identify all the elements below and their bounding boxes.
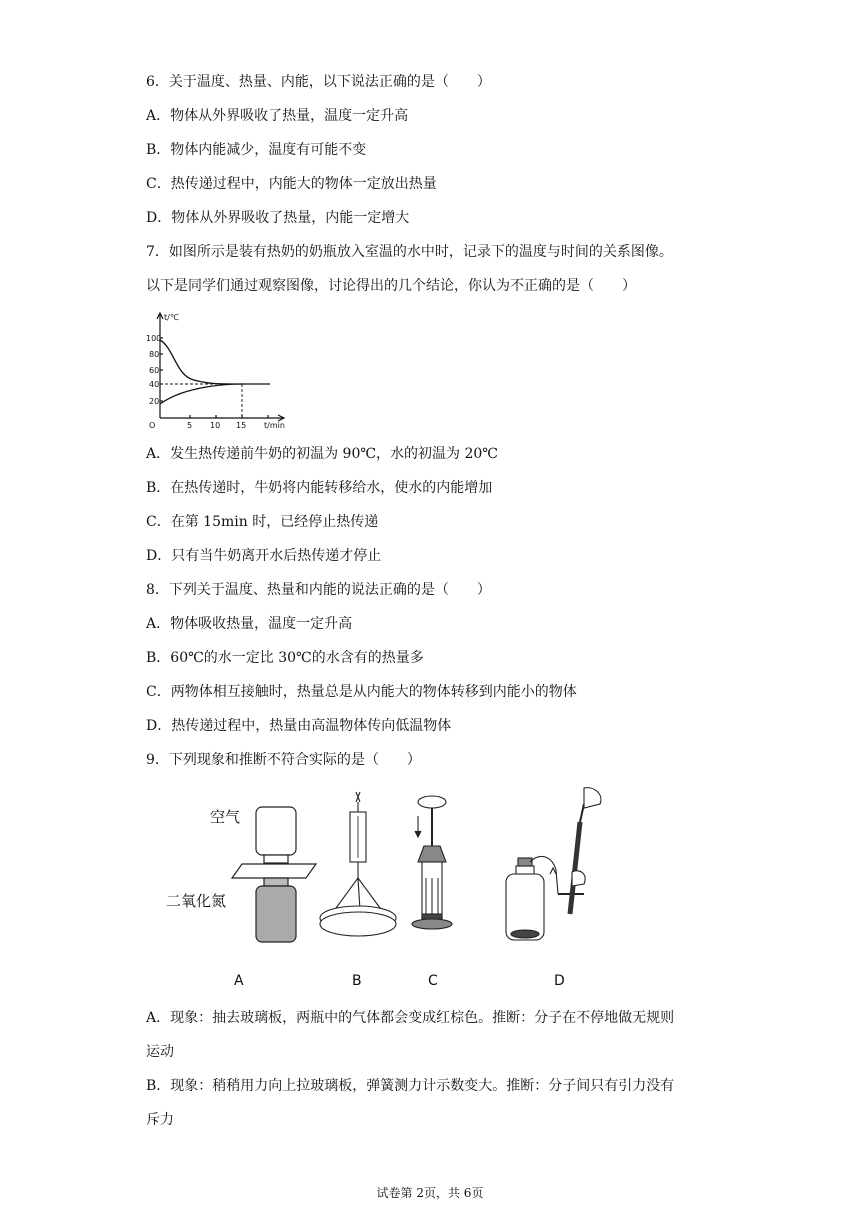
fig-label-d: D (554, 973, 565, 989)
graph-y-tick: 60 (149, 366, 160, 375)
experiment-b-spring-scale (320, 792, 396, 936)
q8-option-d: D．热传递过程中，热量由高温物体传向低温物体 (146, 718, 452, 734)
graph-y-tick: 40 (149, 380, 160, 389)
graph-origin: O (149, 421, 156, 430)
graph-y-tick: 80 (149, 350, 160, 359)
q9-stem: 9．下列现象和推断不符合实际的是（ ） (146, 752, 421, 768)
q8-option-c: C．两物体相互接触时，热量总是从内能大的物体转移到内能小的物体 (146, 684, 577, 700)
q7-stem-line1: 7．如图所示是装有热奶的奶瓶放入室温的水中时，记录下的温度与时间的关系图像。 (146, 244, 673, 260)
graph-x-label: t/min (264, 421, 285, 430)
q9-experiment-figure (160, 782, 660, 990)
q7-option-b: B．在热传递时，牛奶将内能转移给水，使水的内能增加 (146, 480, 493, 496)
experiment-d-air-pump (506, 788, 601, 940)
q6-option-b: B．物体内能减少，温度有可能不变 (146, 142, 367, 158)
page-footer: 试卷第 2页，共 6页 (376, 1186, 484, 1200)
experiment-a-gas-diffusion (232, 807, 316, 942)
q7-option-a: A．发生热传递前牛奶的初温为 90℃，水的初温为 20℃ (146, 446, 498, 462)
q7-option-c: C．在第 15min 时，已经停止热传递 (146, 514, 379, 530)
graph-x-tick: 10 (210, 421, 221, 430)
experiment-c-air-compression (412, 796, 452, 929)
q9-option-a-line2: 运动 (146, 1044, 174, 1060)
label-air: 空气 (210, 808, 241, 826)
q9-option-a-line1: A．现象：抽去玻璃板，两瓶中的气体都会变成红棕色。推断：分子在不停地做无规则 (146, 1010, 675, 1026)
fig-label-a: A (234, 973, 244, 989)
q6-option-a: A．物体从外界吸收了热量，温度一定升高 (146, 108, 409, 124)
graph-x-tick: 5 (187, 421, 193, 430)
fig-label-c: C (428, 973, 438, 989)
q9-option-b-line2: 斥力 (146, 1112, 174, 1128)
q7-stem-line2: 以下是同学们通过观察图像，讨论得出的几个结论，你认为不正确的是（ ） (146, 278, 636, 294)
q6-option-d: D．物体从外界吸收了热量，内能一定增大 (146, 210, 410, 226)
graph-y-label: t/℃ (164, 313, 179, 322)
q6-stem: 6．关于温度、热量、内能，以下说法正确的是（ ） (146, 74, 491, 90)
q6-option-c: C．热传递过程中，内能大的物体一定放出热量 (146, 176, 437, 192)
graph-y-tick: 20 (149, 397, 160, 406)
label-no2: 二氧化氮 (166, 892, 227, 910)
q8-stem: 8．下列关于温度、热量和内能的说法正确的是（ ） (146, 582, 491, 598)
temperature-time-graph (146, 308, 291, 432)
q8-option-a: A．物体吸收热量，温度一定升高 (146, 616, 353, 632)
graph-y-tick: 100 (146, 334, 162, 343)
q7-option-d: D．只有当牛奶离开水后热传递才停止 (146, 548, 382, 564)
q9-option-b-line1: B．现象：稍稍用力向上拉玻璃板，弹簧测力计示数变大。推断：分子间只有引力没有 (146, 1078, 675, 1094)
graph-x-tick: 15 (236, 421, 247, 430)
fig-label-b: B (352, 973, 362, 989)
q8-option-b: B．60℃的水一定比 30℃的水含有的热量多 (146, 650, 424, 666)
